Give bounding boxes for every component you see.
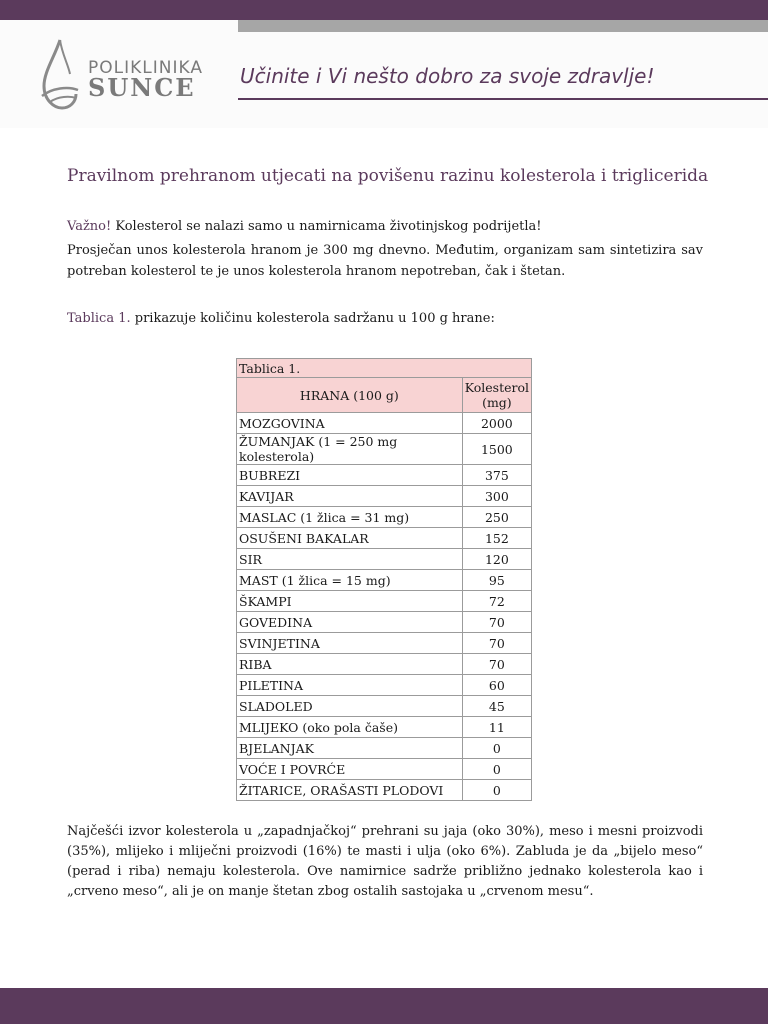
cholesterol-value-cell: 2000: [462, 413, 531, 434]
page-title: Pravilnom prehranom utjecati na povišenu razinu kolesterola i triglicerida: [67, 166, 709, 186]
table-row: [237, 717, 532, 738]
cholesterol-value-cell: 60: [462, 675, 531, 696]
table-row: [237, 434, 532, 465]
cholesterol-table: [236, 358, 532, 801]
table-row: [237, 570, 532, 591]
top-brand-band: [0, 0, 768, 20]
food-name-cell: MOZGOVINA: [237, 413, 463, 434]
table-row: [237, 528, 532, 549]
cholesterol-value-cell: 250: [462, 507, 531, 528]
food-name-cell: SLADOLED: [237, 696, 463, 717]
table-row: [237, 633, 532, 654]
table-row: [237, 759, 532, 780]
important-label: Važno!: [67, 219, 112, 234]
food-name-cell: ŠKAMPI: [237, 591, 463, 612]
column-header-cholesterol-line1: Kolesterol: [464, 380, 529, 395]
tagline-underline: [238, 98, 768, 100]
table-row: [237, 780, 532, 801]
table-row: [237, 507, 532, 528]
table-body: [237, 413, 532, 801]
table-row: [237, 654, 532, 675]
column-header-cholesterol: [462, 378, 531, 413]
sunce-logo-icon: [40, 38, 80, 110]
table-row: [237, 486, 532, 507]
food-name-cell: MAST (1 žlica = 15 mg): [237, 570, 463, 591]
cholesterol-value-cell: 1500: [462, 434, 531, 465]
table-row: [237, 591, 532, 612]
table-reference: [67, 308, 703, 329]
cholesterol-value-cell: 0: [462, 738, 531, 759]
table-row: [237, 413, 532, 434]
food-name-cell: SVINJETINA: [237, 633, 463, 654]
food-name-cell: ŽUMANJAK (1 = 250 mg kolesterola): [237, 434, 463, 465]
food-name-cell: OSUŠENI BAKALAR: [237, 528, 463, 549]
food-name-cell: PILETINA: [237, 675, 463, 696]
food-name-cell: SIR: [237, 549, 463, 570]
food-name-cell: MLIJEKO (oko pola čaše): [237, 717, 463, 738]
column-header-food: HRANA (100 g): [237, 378, 463, 413]
table-reference-text: prikazuje količinu kolesterola sadržanu u 100 g hrane:: [130, 311, 495, 326]
table-row: [237, 696, 532, 717]
table-row: [237, 612, 532, 633]
column-header-cholesterol-line2: (mg): [482, 395, 512, 410]
food-name-cell: BUBREZI: [237, 465, 463, 486]
table-row: [237, 738, 532, 759]
food-name-cell: ŽITARICE, ORAŠASTI PLODOVI: [237, 780, 463, 801]
food-name-cell: VOĆE I POVRĆE: [237, 759, 463, 780]
table-caption: Tablica 1.: [237, 359, 532, 378]
cholesterol-value-cell: 72: [462, 591, 531, 612]
cholesterol-value-cell: 70: [462, 633, 531, 654]
header-grey-band: [238, 20, 768, 32]
cholesterol-value-cell: 0: [462, 759, 531, 780]
food-name-cell: MASLAC (1 žlica = 31 mg): [237, 507, 463, 528]
food-name-cell: KAVIJAR: [237, 486, 463, 507]
food-name-cell: GOVEDINA: [237, 612, 463, 633]
cholesterol-value-cell: 70: [462, 612, 531, 633]
table-row: [237, 465, 532, 486]
important-note: [67, 216, 703, 237]
cholesterol-value-cell: 300: [462, 486, 531, 507]
logo-text-poliklinika: POLIKLINIKA: [88, 58, 203, 78]
intro-paragraph: Prosječan unos kolesterola hranom je 300 mg dnevno. Međutim, organizam sam sintetizira sav potreban kolesterol te je unos kolesterola hranom nepotreban, čak i štetan.: [67, 243, 703, 279]
closing-paragraph: Najčešći izvor kolesterola u „zapadnjačkoj“ prehrani su jaja (oko 30%), meso i mesni proizvodi (35%), mlijeko i mliječni proizvodi (16%) te masti i ulja (oko 6%). Zabluda je da „bijelo meso“ (perad i riba) nemaju kolesterola. Ove namirnice sadrže približno jednako kolesterola kao i „crveno meso“, ali je on manje štetan zbog ostalih sastojaka u „crvenom mesu“.: [67, 824, 703, 899]
header-tagline: Učinite i Vi nešto dobro za svoje zdravlje!: [240, 64, 655, 88]
table-row: [237, 675, 532, 696]
cholesterol-value-cell: 120: [462, 549, 531, 570]
logo-text-sunce: SUNCE: [88, 73, 196, 102]
cholesterol-value-cell: 95: [462, 570, 531, 591]
table-row: [237, 549, 532, 570]
cholesterol-value-cell: 0: [462, 780, 531, 801]
cholesterol-value-cell: 70: [462, 654, 531, 675]
cholesterol-value-cell: 45: [462, 696, 531, 717]
cholesterol-value-cell: 375: [462, 465, 531, 486]
cholesterol-value-cell: 11: [462, 717, 531, 738]
footer-brand-band: [0, 988, 768, 1024]
food-name-cell: RIBA: [237, 654, 463, 675]
food-name-cell: BJELANJAK: [237, 738, 463, 759]
cholesterol-value-cell: 152: [462, 528, 531, 549]
important-text: Kolesterol se nalazi samo u namirnicama životinjskog podrijetla!: [111, 219, 542, 234]
table-reference-label: Tablica 1.: [67, 311, 131, 326]
